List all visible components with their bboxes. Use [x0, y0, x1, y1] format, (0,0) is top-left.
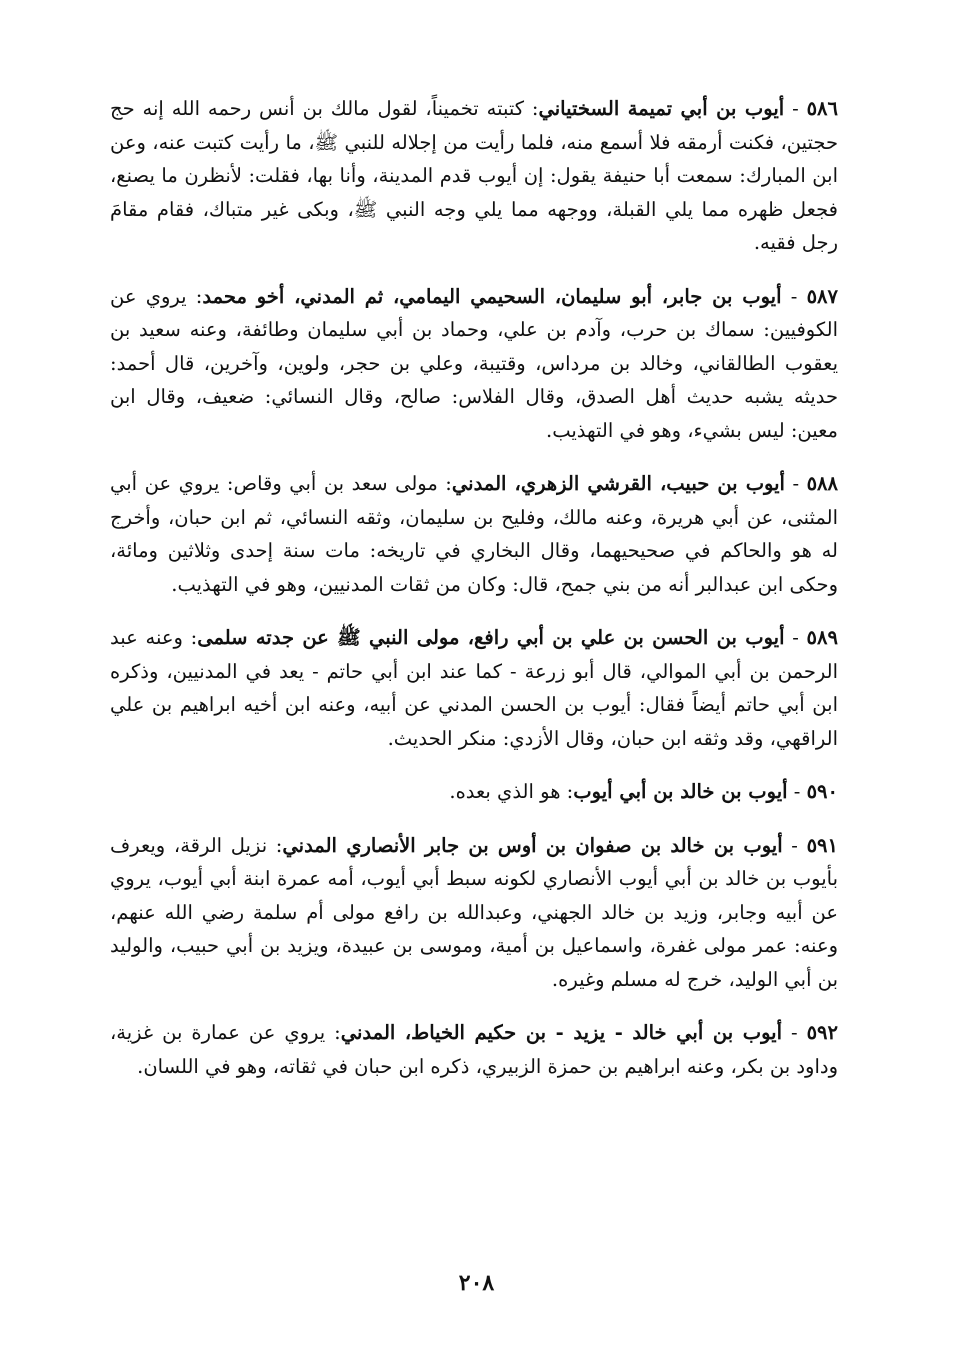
entry-heading: أيوب بن خالد بن أبي أيوب [573, 780, 788, 803]
entry-587: ٥٨٧ - أيوب بن جابر، أبو سليمان، السحيمي اليمامي، ثم المدني، أخو محمد: يروي عن الكوفيين: سماك بن حرب، وآدم بن علي، وحماد بن أبي سليمان وطائفة، وعنه سعيد بن يعقوب الطالقاني، وخالد بن مرداس، وقتيبة، وعلي بن حجر، ولوين، وآخرين، قال أحمد: حديثه يشبه حديث أهل الصدق، وقال الفلاس: صالح، وقال النسائي: ضعيف، وقال ابن معين: ليس بشيء، وهو في التهذيب. [110, 284, 838, 442]
entry-number: ٥٨٦ [806, 97, 838, 120]
entry-body: يروي عن عمارة بن غزية، وداود بن بكر، وعنه ابراهيم بن حمزة الزبيري، ذكره ابن حبان في ثقاته، وهو في اللسان. [110, 1021, 838, 1078]
entry-body: هو الذي بعده. [449, 780, 561, 803]
entry-number: ٥٩٠ [806, 780, 838, 803]
entry-heading: أيوب بن الحسن بن علي بن أبي رافع، مولى النبي ﷺ عن جدته سلمى [197, 626, 785, 649]
entry-heading: أيوب بن خالد بن صفوان بن أوس بن جابر الأنصاري المدني [282, 833, 783, 857]
entry-588: ٥٨٨ - أيوب بن حبيب، القرشي الزهري، المدني: مولى سعد بن أبي وقاص: يروي عن أبي المثنى، عن أبي هريرة، وعنه مالك، وفليح بن سليمان، وثقه النسائي، ثم ابن حبان، وأخرج له هو والحاكم في صحيحيهما، وقال البخاري في تاريخه: مات سنة إحدى وثلاثين ومائة، وحكى ابن عبدالبر أنه من بني جمح، قال: وكان من ثقات المدنيين، وهو في التهذيب. [110, 472, 838, 596]
entry-586: ٥٨٦ - أيوب بن أبي تميمة السختياني: كتبته تخميناً، لقول مالك بن أنس رحمه الله إنه حج حجتين، فكنت أرمقه فلا أسمع منه، فلما رأيت من إجلاله للنبي ﷺ، ما رأيت كتبت عنه، وعن ابن المبارك: سمعت أبا حنيفة يقول: إن أيوب قدم المدينة، وأنا بها، فقلت: لأنظرن ما يصنع، فجعل ظهره مما يلي القبلة، ووجهه مما يلي وجه النبي ﷺ، وبكى غير متباك، فقام مقامَ رجل فقيه. [110, 97, 838, 254]
entry-body: يروي عن الكوفيين: سماك بن حرب، وآدم بن علي، وحماد بن أبي سليمان وطائفة، وعنه سعيد بن يعقوب الطالقاني، وخالد بن مرداس، وقتيبة، وعلي بن حجر، ولوين، وآخرين، قال أحمد: حديثه يشبه حديث أهل الصدق، وقال الفلاس: صالح، وقال النسائي: ضعيف، وقال ابن معين: ليس بشيء، وهو في التهذيب. [110, 284, 838, 442]
entry-heading: أيوب بن أبي خالد - يزيد - بن حكيم الخياط، المدني [340, 1021, 782, 1044]
entry-number: ٥٨٨ [806, 472, 838, 495]
entry-body: نزيل الرقة، ويعرف بأيوب بن خالد بن أبي أيوب الأنصاري لكونه سبط أبي أيوب، أمه عمرة ابنة أبي أيوب، يروي عن أبيه وجابر، وزيد بن خالد الجهني، وعبدالله بن رافع مولى أم سلمة رضي الله عنهم، وعنه: عمر مولى غفرة، واسماعيل بن أمية، وموسى بن عبيدة، ويزيد بن أبي حبيب، والوليد بن أبي الوليد، خرج له مسلم وغيره. [110, 833, 838, 991]
entry-590: ٥٩٠ - أيوب بن خالد بن أبي أيوب: هو الذي بعده. [449, 780, 838, 803]
entry-body: وعنه عبد الرحمن بن أبي الموالي، قال أبو زرعة - كما عند ابن أبي حاتم - يعد في المدنيين، وذكره ابن أبي حاتم أيضاً فقال: أيوب بن الحسن المدني عن أبيه، وعنه ابن أخيه ابراهيم بن علي الراقهي، وقد وثقه ابن حبان، وقال الأزدي: منكر الحديث. [110, 626, 838, 750]
entry-592: ٥٩٢ - أيوب بن أبي خالد - يزيد - بن حكيم الخياط، المدني: يروي عن عمارة بن غزية، وداود بن بكر، وعنه ابراهيم بن حمزة الزبيري، ذكره ابن حبان في ثقاته، وهو في اللسان. [110, 1021, 838, 1078]
entry-body: مولى سعد بن أبي وقاص: يروي عن أبي المثنى، عن أبي هريرة، وعنه مالك، وفليح بن سليمان، وثقه النسائي، ثم ابن حبان، وأخرج له هو والحاكم في صحيحيهما، وقال البخاري في تاريخه: مات سنة إحدى وثلاثين ومائة، وحكى ابن عبدالبر أنه من بني جمح، قال: وكان من ثقات المدنيين، وهو في التهذيب. [110, 472, 838, 596]
entry-589: ٥٨٩ - أيوب بن الحسن بن علي بن أبي رافع، مولى النبي ﷺ عن جدته سلمى: وعنه عبد الرحمن بن أبي الموالي، قال أبو زرعة - كما عند ابن أبي حاتم - يعد في المدنيين، وذكره ابن أبي حاتم أيضاً فقال: أيوب بن الحسن المدني عن أبيه، وعنه ابن أخيه ابراهيم بن علي الراقهي، وقد وثقه ابن حبان، وقال الأزدي: منكر الحديث. [110, 626, 838, 750]
entry-591: ٥٩١ - أيوب بن خالد بن صفوان بن أوس بن جابر الأنصاري المدني: نزيل الرقة، ويعرف بأيوب بن خالد بن أبي أيوب الأنصاري لكونه سبط أبي أيوب، أمه عمرة ابنة أبي أيوب، يروي عن أبيه وجابر، وزيد بن خالد الجهني، وعبدالله بن رافع مولى أم سلمة رضي الله عنهم، وعنه: عمر مولى غفرة، واسماعيل بن أمية، وموسى بن عبيدة، ويزيد بن أبي حبيب، والوليد بن أبي الوليد، خرج له مسلم وغيره. [110, 833, 838, 991]
entry-number: ٥٩١ [806, 833, 838, 857]
entry-body: كتبته تخميناً، لقول مالك بن أنس رحمه الله إنه حج حجتين، فكنت أرمقه فلا أسمع منه، فلما رأيت من إجلاله للنبي ﷺ، ما رأيت كتبت عنه، وعن ابن المبارك: سمعت أبا حنيفة يقول: إن أيوب قدم المدينة، وأنا بها، فقلت: لأنظرن ما يصنع، فجعل ظهره مما يلي القبلة، ووجهه مما يلي وجه النبي ﷺ، وبكى غير متباك، فقام مقامَ رجل فقيه. [110, 97, 838, 254]
page-body [110, 92, 838, 1103]
entry-number: ٥٩٢ [806, 1021, 838, 1044]
entry-number: ٥٨٩ [806, 626, 838, 649]
entry-number: ٥٨٧ [806, 284, 838, 308]
entry-heading: أيوب بن حبيب، القرشي الزهري، المدني [451, 472, 785, 495]
entry-heading: أيوب بن جابر، أبو سليمان، السحيمي اليمامي، ثم المدني، أخو محمد [202, 284, 782, 308]
page-number: ٢٠٨ [458, 1270, 495, 1296]
entry-heading: أيوب بن أبي تميمة السختياني [538, 97, 785, 120]
